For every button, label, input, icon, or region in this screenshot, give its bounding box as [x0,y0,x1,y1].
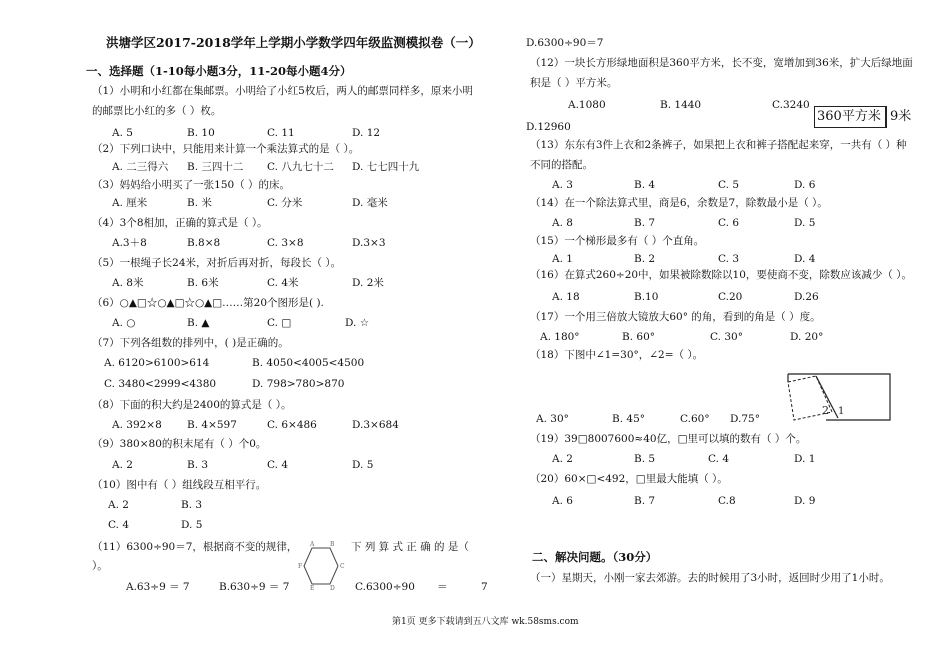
q7-option-b: B. 4050<4005<4500 [252,357,365,369]
hex-label-a: A [310,541,315,548]
q20-option-a: A. 6 [552,495,573,507]
question-1-text: （1）小明和小红都在集邮票。小明给了小红5枚后，两人的邮票同样多，原来小明 [92,85,473,97]
angle-2-label: 2 [822,404,829,417]
q11-option-a: A.63÷9 ＝ 7 [126,581,190,593]
q18-option-d: D.75° [730,413,760,425]
question-11-text-right: 下 列 算 式 正 确 的 是（ [351,541,469,553]
q7-option-d: D. 798>780>870 [252,378,345,390]
q1-option-b: B. 10 [187,127,215,139]
q17-option-b: B. 60° [622,331,656,343]
q19-option-a: A. 2 [552,453,573,465]
q18-option-a: A. 30° [536,413,569,425]
question-8-text: （8）下面的积大约是2400的算式是（ ）。 [92,399,292,411]
hexagon-figure [298,540,346,592]
question-13-text: （13）东东有3件上衣和2条裤子，如果把上衣和裤子搭配起来穿，一共有（ ）种 [530,139,907,151]
q10-option-b: B. 3 [181,499,203,511]
folded-rectangle-figure [786,370,892,422]
q3-option-a: A. 厘米 [112,197,148,209]
q9-option-c: C. 4 [267,459,289,471]
q12-option-a: A.1080 [568,99,606,111]
question-15-text: （15）一个梯形最多有（ ）个直角。 [530,235,705,247]
q20-option-b: B. 7 [634,495,656,507]
q15-option-d: D. 4 [794,253,816,265]
q14-option-a: A. 8 [552,217,573,229]
q1-option-c: C. 11 [267,127,295,139]
q6-option-d: D. ☆ [345,317,370,329]
area-label: 360平方米 [817,109,881,124]
q6-option-a: A. ○ [112,317,136,329]
question-11-text: （11）6300÷90＝7，根据商不变的规律， [92,541,298,553]
q4-option-b: B.8×8 [187,237,221,249]
q15-option-a: A. 1 [552,253,573,265]
q1-option-a: A. 5 [112,127,133,139]
q11-option-c-result: 7 [481,581,488,593]
hex-label-b: B [330,541,335,548]
side-dimension-line [886,106,888,128]
q5-option-a: A. 8米 [112,277,144,289]
q3-option-b: B. 米 [187,197,212,209]
q11-option-d: D.6300÷90＝7 [526,37,604,49]
q4-option-c: C. 3×8 [267,237,304,249]
q4-option-d: D.3×3 [352,237,386,249]
q13-option-a: A. 3 [552,179,573,191]
q16-option-d: D.26 [794,291,819,303]
q19-option-d: D. 1 [794,453,816,465]
q8-option-c: C. 6×486 [267,419,317,431]
q17-option-c: C. 30° [710,331,743,343]
q2-option-c: C. 八九七十二 [267,161,334,173]
problem-1-text: （一）星期天，小刚一家去郊游。去的时候用了3小时，返回时少用了1小时。 [530,572,890,584]
q16-option-b: B.10 [634,291,659,303]
q12-option-b: B. 1440 [660,99,702,111]
hex-label-f: F [298,563,303,570]
page-title: 洪塘学区2017-2018学年上学期小学数学四年级监测模拟卷（一） [106,35,481,50]
question-4-text: （4）3个8相加，正确的算式是（ ）。 [92,217,268,229]
question-2-text: （2）下列口诀中，只能用来计算一个乘法算式的是（ ）。 [92,143,360,155]
question-12-text-cont: 积是（ ）平方米。 [530,77,618,89]
page-footer: 第1页 更多下载请到五八文库 wk.58sms.com [392,617,579,627]
q19-option-c: C. 4 [708,453,730,465]
q6-option-b: B. ▲ [187,317,210,329]
q4-option-a: A.3＋8 [112,237,147,249]
question-16-text: （16）在算式260÷20中，如果被除数除以10，要使商不变，除数应该减少（ ）。 [530,269,913,281]
hex-label-e: E [310,585,315,592]
question-19-text: （19）39□8007600≈40亿，□里可以填的数有（ ）个。 [530,433,807,445]
q8-option-d: D.3×684 [352,419,399,431]
question-17-text: （17）一个用三倍放大镜放大60° 的角，看到的角是（ ）度。 [530,311,821,323]
q13-option-b: B. 4 [634,179,656,191]
q5-option-b: B. 6米 [187,277,219,289]
q17-option-a: A. 180° [540,331,580,343]
section-2-heading: 二、解决问题。（30分） [532,550,658,564]
q16-option-c: C.20 [718,291,743,303]
q9-option-b: B. 3 [187,459,209,471]
question-3-text: （3）妈妈给小明买了一张150（ ）的床。 [92,179,291,191]
q15-option-b: B. 2 [634,253,656,265]
q9-option-d: D. 5 [352,459,374,471]
q13-option-c: C. 5 [718,179,740,191]
q20-option-c: C.8 [718,495,736,507]
q7-option-a: A. 6120>6100>614 [104,357,210,369]
q11-option-c-equals: ＝ [437,581,448,593]
q7-option-c: C. 3480<2999<4380 [104,378,217,390]
q2-option-d: D. 七七四十九 [352,161,420,173]
area-rectangle-figure [814,106,886,128]
q9-option-a: A. 2 [112,459,133,471]
q11-option-b: B.630÷9 ＝ 7 [219,581,290,593]
q10-option-a: A. 2 [108,499,129,511]
q8-option-a: A. 392×8 [112,419,162,431]
hex-label-c: C [340,563,345,570]
q12-option-c: C.3240 [772,99,810,111]
question-6-text: （6）○▲□☆○▲□☆○▲□……第20个图形是( ). [92,297,324,309]
q13-option-d: D. 6 [794,179,816,191]
question-9-text: （9）380×80的积末尾有（ ）个0。 [92,438,267,450]
q16-option-a: A. 18 [552,291,580,303]
q3-option-d: D. 毫米 [352,197,388,209]
q17-option-d: D. 20° [790,331,824,343]
q19-option-b: B. 5 [634,453,656,465]
section-1-heading: 一、选择题（1-10每小题3分，11-20每小题4分） [86,64,352,78]
q12-option-d: D.12960 [526,121,571,133]
question-1-text-cont: 的邮票比小红的多（ ）枚。 [92,105,222,117]
q14-option-c: C. 6 [718,217,740,229]
q11-option-c: C.6300÷90 [355,581,415,593]
q2-option-a: A. 二三得六 [112,161,169,173]
q6-option-c: C. □ [267,317,292,329]
question-18-text: （18）下图中∠1=30°，∠2=（ ）。 [530,349,704,361]
question-10-text: （10）图中有（ ）组线段互相平行。 [92,479,267,491]
side-length-label: 9米 [890,109,912,124]
hex-label-d: D [330,585,335,592]
question-13-text-cont: 不同的搭配。 [530,159,593,171]
question-7-text: （7）下列各组数的排列中，( )是正确的。 [92,337,289,349]
q15-option-c: C. 3 [718,253,740,265]
q20-option-d: D. 9 [794,495,816,507]
q1-option-d: D. 12 [352,127,381,139]
q10-option-c: C. 4 [108,519,130,531]
question-11-text-cont: ）。 [92,560,108,572]
q8-option-b: B. 4×597 [187,419,237,431]
question-12-text: （12）一块长方形绿地面积是360平方米，长不变，宽增加到36米，扩大后绿地面 [530,57,913,69]
q5-option-d: D. 2米 [352,277,384,289]
angle-1-label: 1 [838,406,845,417]
q5-option-c: C. 4米 [267,277,299,289]
question-14-text: （14）在一个除法算式里，商是6，余数是7，除数最小是（ ）。 [530,197,828,209]
q14-option-b: B. 7 [634,217,656,229]
question-5-text: （5）一根绳子长24米，对折后再对折，每段长（ ）。 [92,257,342,269]
q3-option-c: C. 分米 [267,197,303,209]
q14-option-d: D. 5 [794,217,816,229]
question-20-text: （20）60×□<492，□里最大能填（ ）。 [530,473,728,485]
q18-option-b: B. 45° [612,413,646,425]
q2-option-b: B. 三四十二 [187,161,244,173]
q10-option-d: D. 5 [181,519,203,531]
q18-option-c: C.60° [680,413,710,425]
